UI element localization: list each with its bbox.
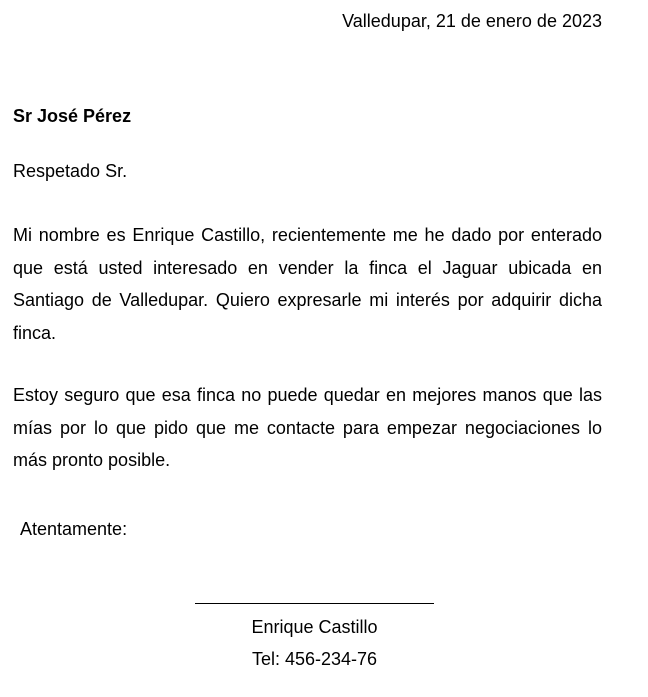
signature-line <box>195 603 434 604</box>
letter-salutation: Respetado Sr. <box>13 161 128 181</box>
signature-phone: Tel: 456-234-76 <box>251 649 378 669</box>
letter-date: Valledupar, 21 de enero de 2023 <box>342 11 602 31</box>
letter-closing: Atentamente: <box>20 519 128 539</box>
letter-paragraph-1: Mi nombre es Enrique Castillo, recientemente me he dado por enterado que está usted interesado en vender la finca el Jaguar ubicada en Santiago de Valledupar. Quiero expresarle mi interés por adquirir dicha finca. <box>13 225 602 343</box>
letter-paragraph-2: Estoy seguro que esa finca no puede quedar en mejores manos que las mías por lo que pido que me contacte para empezar negociaciones lo más pronto posible. <box>13 385 602 470</box>
letter-recipient: Sr José Pérez <box>13 106 132 126</box>
signature-name: Enrique Castillo <box>251 617 378 637</box>
